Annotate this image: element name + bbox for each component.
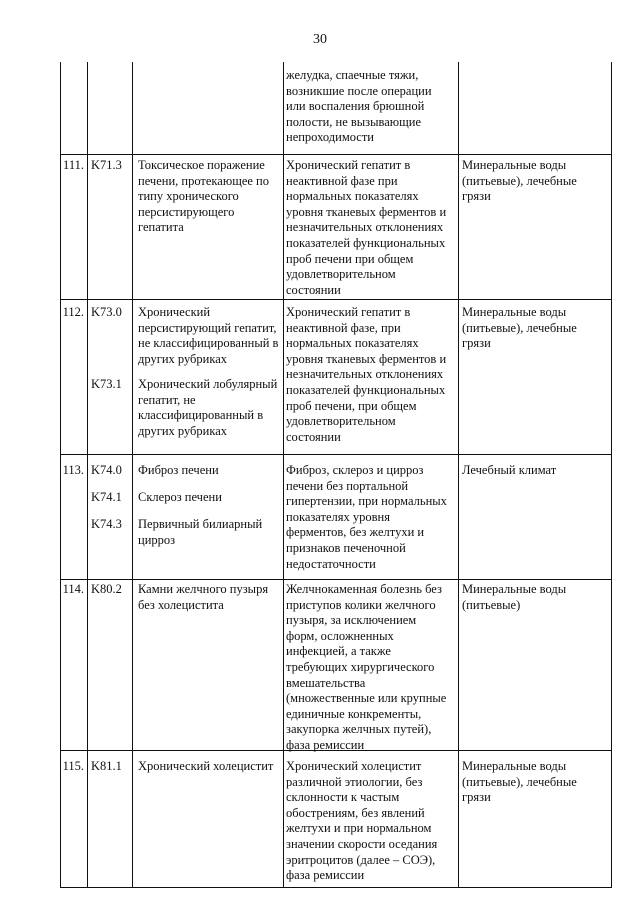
row-number: 111. xyxy=(63,158,84,172)
column-divider xyxy=(132,62,133,887)
icd-code: K74.3 xyxy=(91,517,122,531)
disease-name: Камни желчного пузыря без холецистита xyxy=(138,582,269,612)
icd-code: K73.1 xyxy=(91,377,122,391)
icd-code: K81.1 xyxy=(91,759,122,773)
icd-code: K74.1 xyxy=(91,490,122,504)
row-number: 114. xyxy=(62,582,84,596)
indications-cell: Хронический гепатит в неактивной фазе при нормальных показателях уровня тканевых ферментов и незначительных отклонениях показателей функциональных проб печени при общем удовлетворительном состоянии xyxy=(286,158,447,297)
row-number: 113. xyxy=(62,463,84,477)
indications-cell: Желчнокаменная болезнь без приступов колики желчного пузыря, за исключением форм, осложненных инфекцией, а также требующих хирургического вмешательства (множественные или крупные единичные конкременты, закупорка желчных путей), фаза ремиссии xyxy=(286,582,447,752)
page-number: 30 xyxy=(313,32,327,47)
icd-code: K80.2 xyxy=(91,582,122,596)
disease-name: Хронический холецистит xyxy=(138,759,274,773)
icd-code: K71.3 xyxy=(91,158,122,172)
row-divider xyxy=(61,154,611,155)
disease-name: Фиброз печени xyxy=(138,463,219,477)
disease-name: Токсическое поражение печени, протекающее по типу хронического персистирующего гепатита xyxy=(138,158,269,235)
resources-cell: Минеральные воды (питьевые), лечебные грязи xyxy=(462,158,577,204)
row-number: 115. xyxy=(62,759,84,773)
icd-code: K73.0 xyxy=(91,305,122,319)
column-divider xyxy=(458,62,459,887)
resources-cell: Лечебный климат xyxy=(462,463,557,477)
resources-cell: Минеральные воды (питьевые), лечебные грязи xyxy=(462,305,577,351)
indications-cell: желудка, спаечные тяжи, возникшие после операции или воспаления брюшной полости, не вызывающие непроходимости xyxy=(286,68,432,145)
icd-code: K74.0 xyxy=(91,463,122,477)
resources-cell: Минеральные воды (питьевые) xyxy=(462,582,567,612)
disease-name: Первичный билиарный цирроз xyxy=(138,517,263,547)
indications-cell: Хронический холецистит различной этиологии, без склонности к частым обострениям, без явлений желтухи и при нормальном значении скорости оседания эритроцитов (далее – СОЭ), фаза ремиссии xyxy=(286,759,438,883)
row-divider xyxy=(61,454,611,455)
disease-name: Хронический персистирующий гепатит, не классифицированный в других рубриках xyxy=(138,305,279,366)
indications-cell: Хронический гепатит в неактивной фазе, при нормальных показателях уровня тканевых ферментов и незначительных отклонениях показателей функциональных проб печени, при общем удовлетворительном состоянии xyxy=(286,305,447,444)
sanatorium-indications-table xyxy=(60,62,612,888)
disease-name: Склероз печени xyxy=(138,490,222,504)
row-divider xyxy=(61,579,611,580)
column-divider xyxy=(87,62,88,887)
resources-cell: Минеральные воды (питьевые), лечебные грязи xyxy=(462,759,577,805)
indications-cell: Фиброз, склероз и цирроз печени без портальной гипертензии, при нормальных показателях уровня ферментов, без желтухи и признаков печеночной недостаточности xyxy=(286,463,447,571)
disease-name: Хронический лобулярный гепатит, не классифицированный в других рубриках xyxy=(138,377,278,438)
row-number: 112. xyxy=(62,305,84,319)
row-divider xyxy=(61,299,611,300)
